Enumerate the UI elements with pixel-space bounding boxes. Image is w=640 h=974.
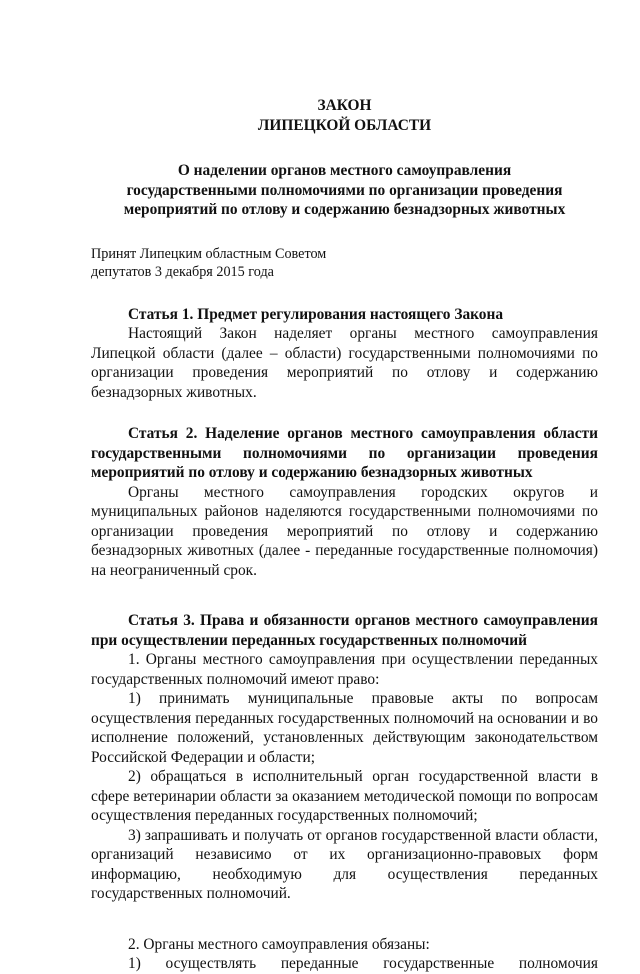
adoption-line-1: Принят Липецким областным Советом [91,245,327,262]
article-2-text: Органы местного самоуправления городских округов и муниципальных районов наделяются государственными полномочиями по организации проведения мероприятий по отлову и содержанию безнадзорных животных (далее - переданные государственные полномочия) на неограниченный срок. [91,483,598,579]
article-1-text: Настоящий Закон наделяет органы местного самоуправления Липецкой области (далее – области) государственными полномочиями по организации проведения мероприятий по отлову и содержанию безнадзорных животных. [91,325,598,401]
article-3 [91,611,598,904]
article-1-heading: Статья 1. Предмет регулирования настоящего Закона [128,305,504,323]
subtitle-line-2: государственными полномочиями по организации проведения [126,181,563,199]
adoption-line-2: депутатов 3 декабря 2015 года [91,263,274,280]
article-3-part-2 [91,935,598,974]
law-title [91,96,598,136]
article-2 [91,424,598,580]
article-3-clause-1-item-2: 2) обращаться в исполнительный орган государственной власти в сфере ветеринарии области за оказанием методической помощи по вопросам осуществления переданных государственных полномочий; [91,768,598,824]
law-subtitle [91,161,598,220]
article-3-clause-2-item-1: 1) осуществлять переданные государственные полномочия [128,955,598,972]
subtitle-line-3: мероприятий по отлову и содержанию безнадзорных животных [123,201,566,218]
article-3-clause-1: 1. Органы местного самоуправления при осуществлении переданных государственных полномочий имеют право: [91,651,598,688]
article-3-clause-1-item-1: 1) принимать муниципальные правовые акты по вопросам осуществления переданных государственных полномочий на основании и во исполнение положений, установленных действующим законодательством Российской Федерации и области; [91,690,598,766]
title-line-2: ЛИПЕЦКОЙ ОБЛАСТИ [257,117,432,134]
adoption-note [91,245,598,281]
article-1 [91,305,598,403]
article-3-clause-2: 2. Органы местного самоуправления обязаны: [128,935,430,953]
subtitle-line-1: О наделении органов местного самоуправления [177,162,512,179]
article-3-clause-1-item-3: 3) запрашивать и получать от органов государственной власти области, организаций независимо от их организационно-правовых форм информацию, необходимую для осуществления переданных государственных полномочий. [91,826,598,902]
title-line-1: ЗАКОН [317,97,372,114]
article-3-heading: Статья 3. Права и обязанности органов местного самоуправления при осуществлении переданных государственных полномочий [91,612,598,649]
article-2-heading: Статья 2. Наделение органов местного самоуправления области государственными полномочиями по организации проведения мероприятий по отлову и содержанию безнадзорных животных [91,425,598,481]
